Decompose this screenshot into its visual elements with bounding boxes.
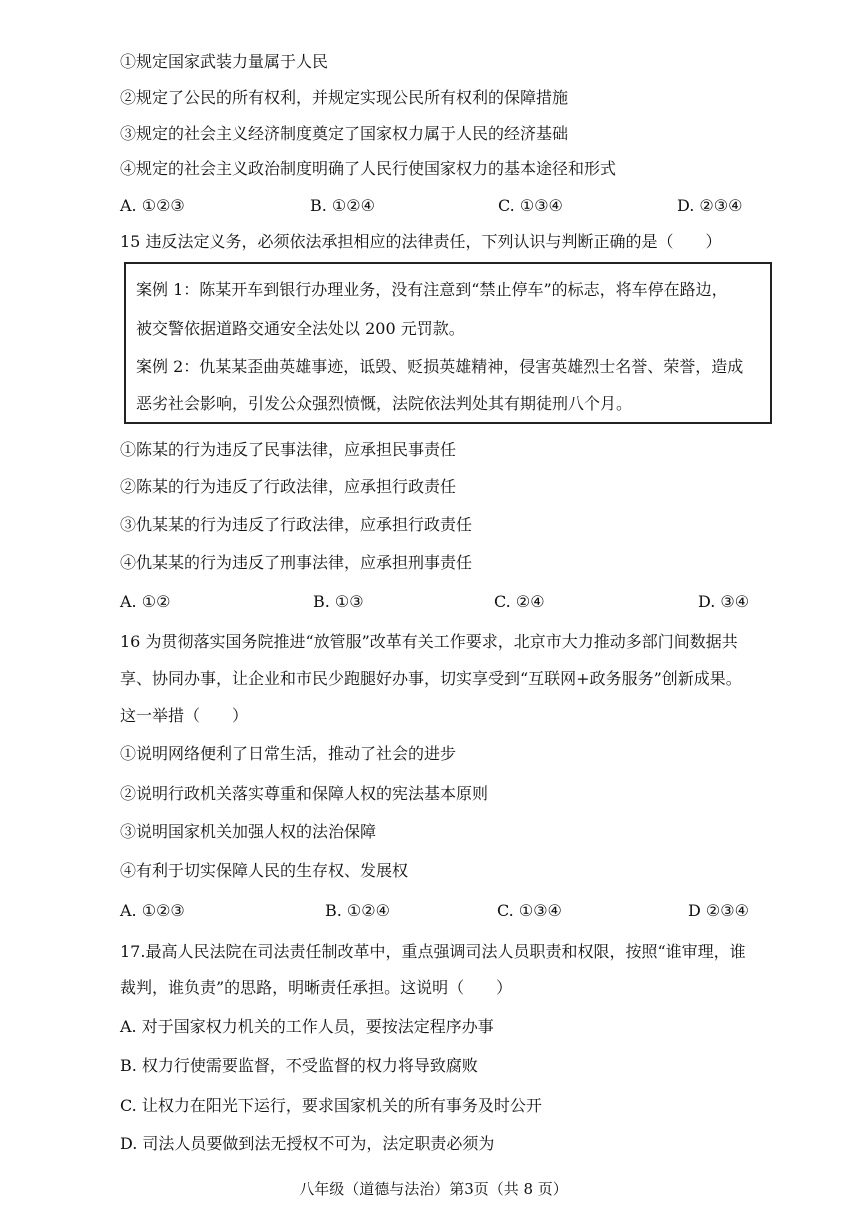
q16-option-a: A. ①②③	[120, 901, 185, 920]
q14-statement-3: ③规定的社会主义经济制度奠定了国家权力属于人民的经济基础	[120, 124, 569, 143]
q15-option-b: B. ①③	[313, 592, 364, 611]
q15-statement-3: ③仇某某的行为违反了行政法律，应承担行政责任	[120, 515, 473, 534]
q17-choice-a: A. 对于国家权力机关的工作人员，要按法定程序办事	[120, 1017, 494, 1036]
q16-option-d: D ②③④	[688, 901, 749, 920]
q14-option-c: C. ①③④	[498, 196, 563, 215]
q17-choice-b: B. 权力行使需要监督，不受监督的权力将导致腐败	[120, 1056, 478, 1075]
q15-option-d: D. ③④	[698, 592, 750, 611]
q17-choice-c: C. 让权力在阳光下运行，要求国家机关的所有事务及时公开	[120, 1096, 542, 1115]
q16-statement-4: ④有利于切实保障人民的生存权、发展权	[120, 861, 409, 880]
q14-option-d: D. ②③④	[677, 196, 743, 215]
q16-stem-line-2: 享、协同办事，让企业和市民少跑腿好办事，切实享受到“互联网+政务服务”创新成果。	[120, 669, 742, 688]
q14-statement-2: ②规定了公民的所有权利，并规定实现公民所有权利的保障措施	[120, 88, 569, 107]
q15-case-line-1: 案例 1：陈某开车到银行办理业务，没有注意到“禁止停车”的标志，将车停在路边，	[136, 280, 728, 299]
q16-option-b: B. ①②④	[325, 901, 390, 920]
q15-statement-2: ②陈某的行为违反了行政法律，应承担行政责任	[120, 477, 457, 496]
q15-case-line-3: 案例 2：仇某某歪曲英雄事迹，诋毁、贬损英雄精神，侵害英雄烈士名誉、荣誉，造成	[136, 357, 744, 376]
q15-option-a: A. ①②	[120, 592, 171, 611]
q14-option-a: A. ①②③	[120, 196, 185, 215]
q14-statement-1: ①规定国家武装力量属于人民	[120, 52, 329, 71]
q14-option-b: B. ①②④	[310, 196, 375, 215]
q16-statement-2: ②说明行政机关落实尊重和保障人权的宪法基本原则	[120, 784, 489, 803]
q15-stem: 15 违反法定义务，必须依法承担相应的法律责任，下列认识与判断正确的是（ ）	[120, 232, 722, 251]
q17-stem-line-1: 17.最高人民法院在司法责任制改革中，重点强调司法人员职责和权限，按照“谁审理，谁	[120, 942, 746, 961]
q15-case-box	[124, 262, 772, 424]
q15-options	[120, 592, 770, 614]
q16-option-c: C. ①③④	[497, 901, 562, 920]
q14-statement-4: ④规定的社会主义政治制度明确了人民行使国家权力的基本途径和形式	[120, 159, 617, 178]
q15-statement-4: ④仇某某的行为违反了刑事法律，应承担刑事责任	[120, 553, 473, 572]
q17-choice-d: D. 司法人员要做到法无授权不可为，法定职责必须为	[120, 1134, 495, 1153]
q15-case-line-2: 被交警依据道路交通安全法处以 200 元罚款。	[136, 319, 465, 338]
q17-stem-line-2: 裁判，谁负责”的思路，明晰责任承担。这说明（ ）	[120, 978, 513, 997]
q15-option-c: C. ②④	[494, 592, 545, 611]
q16-stem-line-3: 这一举措（ ）	[120, 706, 249, 725]
q16-statement-1: ①说明网络便利了日常生活，推动了社会的进步	[120, 744, 457, 763]
q16-stem-line-1: 16 为贯彻落实国务院推进“放管服”改革有关工作要求，北京市大力推动多部门间数据共	[120, 632, 738, 651]
q15-statement-1: ①陈某的行为违反了民事法律，应承担民事责任	[120, 440, 457, 459]
q16-statement-3: ③说明国家机关加强人权的法治保障	[120, 822, 377, 841]
page-footer: 八年级（道德与法治）第3页（共 8 页）	[299, 1180, 568, 1198]
q16-options	[120, 901, 770, 923]
q15-case-line-4: 恶劣社会影响，引发公众强烈愤慨，法院依法判处其有期徒刑八个月。	[136, 394, 633, 413]
q14-options	[120, 196, 770, 218]
